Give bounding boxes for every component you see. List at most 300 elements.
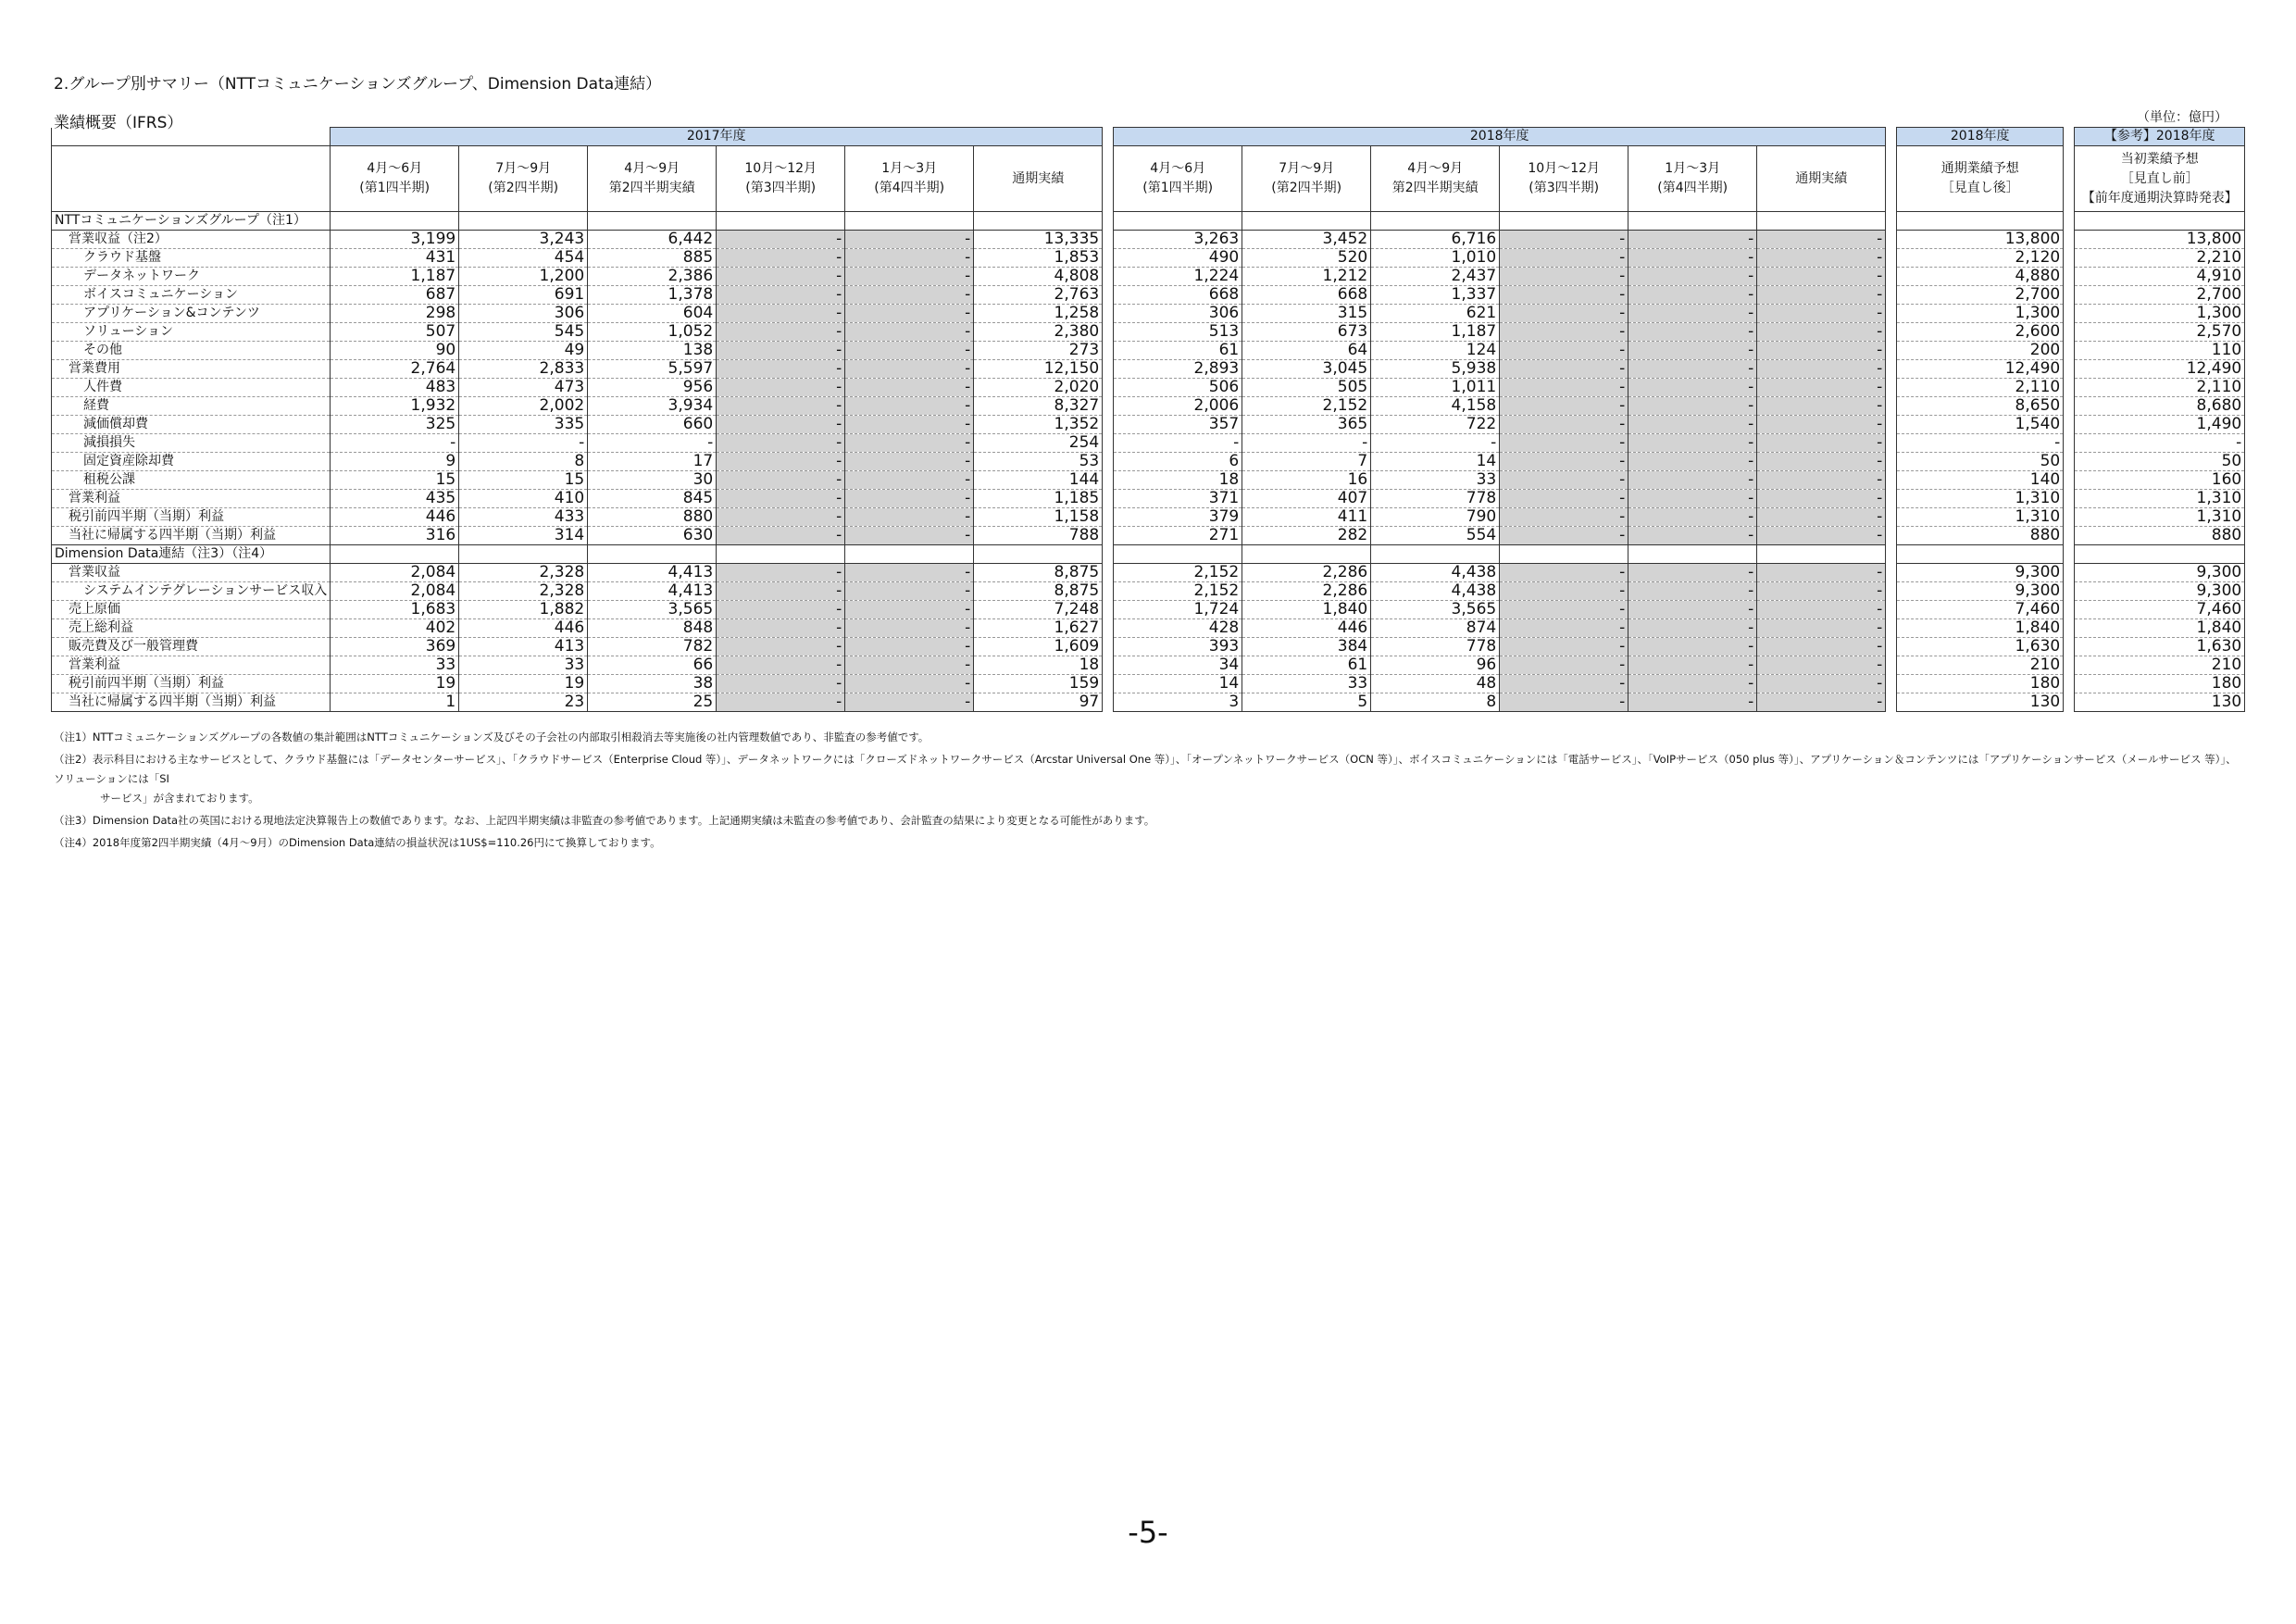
column-gap xyxy=(1886,471,1897,490)
forecast-value: 50 xyxy=(1897,453,2064,471)
value-2018: 505 xyxy=(1242,379,1371,397)
column-header-line: 10月～12月 xyxy=(1528,161,1601,176)
reference-value: 1,300 xyxy=(2075,305,2245,323)
value-2017: 630 xyxy=(588,527,717,545)
column-gap xyxy=(2064,638,2075,656)
value-2018: - xyxy=(1371,434,1500,453)
value-2017: 53 xyxy=(974,453,1103,471)
value-2018: - xyxy=(1628,286,1757,305)
value-2017: 19 xyxy=(459,675,588,693)
value-2018: 3,452 xyxy=(1242,231,1371,249)
column-gap xyxy=(1886,638,1897,656)
section-empty-cell xyxy=(1897,212,2064,231)
section-empty-cell xyxy=(2075,545,2245,564)
column-gap xyxy=(1886,305,1897,323)
column-gap xyxy=(1103,146,1114,212)
value-2017: - xyxy=(717,379,845,397)
value-2018: - xyxy=(1628,601,1757,619)
reference-value: 1,490 xyxy=(2075,416,2245,434)
value-2017: - xyxy=(845,268,974,286)
column-header-line: 第2四半期実績 xyxy=(1391,181,1479,195)
value-2017: - xyxy=(717,527,845,545)
table-row xyxy=(52,305,2245,323)
value-2017: 97 xyxy=(974,693,1103,712)
value-2017: - xyxy=(845,416,974,434)
column-gap xyxy=(1103,249,1114,268)
summary-table xyxy=(51,127,2245,712)
column-header-line: 7月～9月 xyxy=(495,161,552,176)
value-2017: 1,378 xyxy=(588,286,717,305)
forecast-value: 12,490 xyxy=(1897,360,2064,379)
reference-value: 8,680 xyxy=(2075,397,2245,416)
footnote xyxy=(54,811,2239,831)
value-2017: 2,763 xyxy=(974,286,1103,305)
column-gap xyxy=(2064,490,2075,508)
row-label: 売上総利益 xyxy=(52,619,331,638)
column-gap xyxy=(1103,619,1114,638)
value-2018: 2,437 xyxy=(1371,268,1500,286)
column-gap xyxy=(1103,564,1114,582)
value-2017: - xyxy=(845,342,974,360)
value-2017: 435 xyxy=(331,490,459,508)
value-2017: 9 xyxy=(331,453,459,471)
value-2018: 2,893 xyxy=(1114,360,1242,379)
value-2018: 393 xyxy=(1114,638,1242,656)
value-2017: - xyxy=(717,564,845,582)
table-row xyxy=(52,601,2245,619)
value-2017: 885 xyxy=(588,249,717,268)
row-label: 営業費用 xyxy=(52,360,331,379)
column-gap xyxy=(1886,453,1897,471)
column-gap xyxy=(1103,397,1114,416)
column-gap xyxy=(2064,231,2075,249)
value-2018: 446 xyxy=(1242,619,1371,638)
footnote-line: サービス」が含まれております。 xyxy=(100,792,259,805)
value-2018: - xyxy=(1500,342,1628,360)
value-2018: - xyxy=(1500,619,1628,638)
value-2017: 6,442 xyxy=(588,231,717,249)
value-2017: 19 xyxy=(331,675,459,693)
value-2018: 778 xyxy=(1371,490,1500,508)
column-gap xyxy=(1103,527,1114,545)
value-2018: 371 xyxy=(1114,490,1242,508)
row-label: 売上原価 xyxy=(52,601,331,619)
value-2017: 49 xyxy=(459,342,588,360)
value-2017: 66 xyxy=(588,656,717,675)
value-2018: 490 xyxy=(1114,249,1242,268)
value-2018: - xyxy=(1757,249,1886,268)
value-2018: - xyxy=(1500,286,1628,305)
table-row xyxy=(52,249,2245,268)
section-empty-cell xyxy=(974,212,1103,231)
column-gap xyxy=(2064,545,2075,564)
value-2018: - xyxy=(1628,249,1757,268)
value-2018: 315 xyxy=(1242,305,1371,323)
value-2017: 431 xyxy=(331,249,459,268)
column-gap xyxy=(2064,416,2075,434)
column-gap xyxy=(1103,305,1114,323)
value-2018: 3,045 xyxy=(1242,360,1371,379)
value-2017: - xyxy=(845,638,974,656)
value-2018: - xyxy=(1757,305,1886,323)
column-gap xyxy=(1103,379,1114,397)
column-gap xyxy=(2064,379,2075,397)
value-2017: 1,683 xyxy=(331,601,459,619)
value-2017: 159 xyxy=(974,675,1103,693)
value-2017: 30 xyxy=(588,471,717,490)
table-row xyxy=(52,342,2245,360)
value-2017: - xyxy=(717,490,845,508)
value-2018: 1,337 xyxy=(1371,286,1500,305)
forecast-value: 880 xyxy=(1897,527,2064,545)
value-2017: 254 xyxy=(974,434,1103,453)
header-label-cell xyxy=(52,146,331,212)
column-gap xyxy=(1886,379,1897,397)
row-label: 営業利益 xyxy=(52,656,331,675)
column-gap xyxy=(1103,360,1114,379)
table-row xyxy=(52,675,2245,693)
footnote-line: （注3）Dimension Data社の英国における現地法定決算報告上の数値であります。なお、上記四半期実績は非監査の参考値であります。上記通期実績は未監査の参考値であり、会計監査の結果により変更となる可能性があります。 xyxy=(54,814,1155,827)
value-2017: - xyxy=(717,693,845,712)
reference-value: 13,800 xyxy=(2075,231,2245,249)
value-2018: - xyxy=(1628,323,1757,342)
value-2018: 7 xyxy=(1242,453,1371,471)
value-2017: 410 xyxy=(459,490,588,508)
column-header-2017 xyxy=(974,146,1103,212)
value-2017: - xyxy=(845,323,974,342)
row-label: 営業収益 xyxy=(52,564,331,582)
value-2018: - xyxy=(1757,453,1886,471)
value-2017: 25 xyxy=(588,693,717,712)
column-header-2017 xyxy=(588,146,717,212)
value-2018: 379 xyxy=(1114,508,1242,527)
value-2017: 273 xyxy=(974,342,1103,360)
value-2018: 34 xyxy=(1114,656,1242,675)
value-2018: 14 xyxy=(1114,675,1242,693)
value-2017: - xyxy=(845,601,974,619)
reference-value: 2,570 xyxy=(2075,323,2245,342)
table-row xyxy=(52,508,2245,527)
forecast-value: 9,300 xyxy=(1897,582,2064,601)
value-2017: 3,565 xyxy=(588,601,717,619)
value-2017: 306 xyxy=(459,305,588,323)
column-header-line: (第2四半期) xyxy=(1271,181,1342,195)
value-2018: - xyxy=(1757,527,1886,545)
column-header-line: 【前年度通期決算時発表】 xyxy=(2081,190,2238,206)
value-2017: 4,808 xyxy=(974,268,1103,286)
column-gap xyxy=(2064,582,2075,601)
table-row xyxy=(52,397,2245,416)
value-2017: 4,413 xyxy=(588,564,717,582)
unit-label: （単位：億円） xyxy=(2137,110,2227,125)
value-2018: 61 xyxy=(1114,342,1242,360)
value-2017: 1,185 xyxy=(974,490,1103,508)
column-gap xyxy=(1886,416,1897,434)
value-2018: 668 xyxy=(1114,286,1242,305)
column-header-line: 7月～9月 xyxy=(1279,161,1335,176)
column-gap xyxy=(2064,249,2075,268)
row-label: ボイスコミュニケーション xyxy=(52,286,331,305)
value-2017: - xyxy=(717,342,845,360)
value-2018: - xyxy=(1757,508,1886,527)
column-gap xyxy=(2064,212,2075,231)
value-2018: 673 xyxy=(1242,323,1371,342)
section-empty-cell xyxy=(331,545,459,564)
value-2018: 1,224 xyxy=(1114,268,1242,286)
column-header-line: (第4四半期) xyxy=(1657,181,1728,195)
value-2018: - xyxy=(1757,397,1886,416)
value-2017: 2,380 xyxy=(974,323,1103,342)
column-gap xyxy=(1103,471,1114,490)
value-2018: 6,716 xyxy=(1371,231,1500,249)
value-2018: 520 xyxy=(1242,249,1371,268)
section-empty-cell xyxy=(845,545,974,564)
reference-value: 1,840 xyxy=(2075,619,2245,638)
value-2018: 2,286 xyxy=(1242,564,1371,582)
forecast-value: 140 xyxy=(1897,471,2064,490)
row-label: 当社に帰属する四半期（当期）利益 xyxy=(52,693,331,712)
column-gap xyxy=(2064,128,2075,146)
value-2017: 15 xyxy=(459,471,588,490)
row-label: ソリューション xyxy=(52,323,331,342)
column-gap xyxy=(1886,212,1897,231)
forecast-value: 2,110 xyxy=(1897,379,2064,397)
value-2018: 365 xyxy=(1242,416,1371,434)
value-2018: 357 xyxy=(1114,416,1242,434)
value-2018: - xyxy=(1757,360,1886,379)
value-2018: 506 xyxy=(1114,379,1242,397)
value-2017: 402 xyxy=(331,619,459,638)
column-header-line: (第3四半期) xyxy=(1529,181,1600,195)
column-gap xyxy=(1103,545,1114,564)
column-gap xyxy=(1103,490,1114,508)
value-2017: - xyxy=(717,434,845,453)
value-2018: - xyxy=(1500,601,1628,619)
value-2018: 411 xyxy=(1242,508,1371,527)
section-empty-cell xyxy=(1628,212,1757,231)
value-2017: 1,052 xyxy=(588,323,717,342)
column-gap xyxy=(1886,286,1897,305)
value-2017: - xyxy=(717,416,845,434)
value-2017: 38 xyxy=(588,675,717,693)
value-2017: 433 xyxy=(459,508,588,527)
value-2018: - xyxy=(1757,471,1886,490)
row-label: 固定資産除却費 xyxy=(52,453,331,471)
table-row xyxy=(52,323,2245,342)
forecast-value: 8,650 xyxy=(1897,397,2064,416)
value-2017: 33 xyxy=(331,656,459,675)
column-header-2017 xyxy=(331,146,459,212)
value-2017: 13,335 xyxy=(974,231,1103,249)
column-gap xyxy=(2064,323,2075,342)
value-2018: 2,152 xyxy=(1242,397,1371,416)
column-gap xyxy=(1886,545,1897,564)
value-2018: - xyxy=(1114,434,1242,453)
value-2017: - xyxy=(717,231,845,249)
column-gap xyxy=(1103,212,1114,231)
column-gap xyxy=(1103,286,1114,305)
value-2017: - xyxy=(845,453,974,471)
value-2018: - xyxy=(1500,453,1628,471)
value-2018: 61 xyxy=(1242,656,1371,675)
value-2018: - xyxy=(1500,231,1628,249)
section-empty-cell xyxy=(974,545,1103,564)
table-row xyxy=(52,564,2245,582)
column-gap xyxy=(1886,582,1897,601)
reference-value: 160 xyxy=(2075,471,2245,490)
column-header-2018 xyxy=(1114,146,1242,212)
reference-value: 180 xyxy=(2075,675,2245,693)
column-header-line: 4月～9月 xyxy=(1407,161,1464,176)
column-gap xyxy=(1886,360,1897,379)
value-2018: 14 xyxy=(1371,453,1500,471)
forecast-value: 1,310 xyxy=(1897,490,2064,508)
value-2017: - xyxy=(717,508,845,527)
value-2017: - xyxy=(845,379,974,397)
column-gap xyxy=(2064,397,2075,416)
value-2017: 1,627 xyxy=(974,619,1103,638)
footnotes xyxy=(54,728,2239,856)
value-2018: - xyxy=(1500,675,1628,693)
section-empty-cell xyxy=(331,212,459,231)
value-2018: - xyxy=(1757,564,1886,582)
row-label: 減価償却費 xyxy=(52,416,331,434)
column-header-line: 通期実績 xyxy=(1012,170,1065,186)
column-gap xyxy=(1103,693,1114,712)
value-2018: - xyxy=(1500,268,1628,286)
value-2017: 138 xyxy=(588,342,717,360)
reference-value: 50 xyxy=(2075,453,2245,471)
value-2017: - xyxy=(588,434,717,453)
row-label: クラウド基盤 xyxy=(52,249,331,268)
value-2017: 1,609 xyxy=(974,638,1103,656)
value-2017: 23 xyxy=(459,693,588,712)
table-subtitle: 業績概要（IFRS） xyxy=(54,114,183,132)
value-2017: - xyxy=(717,305,845,323)
footnote xyxy=(54,833,2239,853)
value-2017: - xyxy=(845,434,974,453)
value-2018: 778 xyxy=(1371,638,1500,656)
value-2018: 790 xyxy=(1371,508,1500,527)
column-header-line: (第4四半期) xyxy=(874,181,945,195)
value-2017: - xyxy=(845,527,974,545)
value-2017: - xyxy=(845,490,974,508)
value-2017: - xyxy=(717,656,845,675)
value-2018: - xyxy=(1500,638,1628,656)
table-row xyxy=(52,471,2245,490)
table-row xyxy=(52,453,2245,471)
value-2018: - xyxy=(1628,268,1757,286)
column-gap xyxy=(1886,231,1897,249)
column-gap xyxy=(2064,305,2075,323)
value-2017: 788 xyxy=(974,527,1103,545)
section-empty-cell xyxy=(1757,545,1886,564)
column-header-2017 xyxy=(845,146,974,212)
section-empty-cell xyxy=(1242,212,1371,231)
section-empty-cell xyxy=(1500,212,1628,231)
value-2017: - xyxy=(717,675,845,693)
value-2017: 473 xyxy=(459,379,588,397)
value-2018: 3 xyxy=(1114,693,1242,712)
value-2018: - xyxy=(1628,453,1757,471)
value-2017: 454 xyxy=(459,249,588,268)
value-2018: 3,565 xyxy=(1371,601,1500,619)
reference-value: 4,910 xyxy=(2075,268,2245,286)
reference-value: 880 xyxy=(2075,527,2245,545)
column-gap xyxy=(1103,434,1114,453)
value-2017: 325 xyxy=(331,416,459,434)
forecast-value: 7,460 xyxy=(1897,601,2064,619)
footnote-line: （注4）2018年度第2四半期実績（4月～9月）のDimension Data連結の損益状況は1US$=110.26円にて換算しております。 xyxy=(54,836,661,849)
section-title: NTTコミュニケーションズグループ（注1） xyxy=(52,212,331,231)
column-gap xyxy=(1886,527,1897,545)
column-gap xyxy=(1103,601,1114,619)
value-2017: - xyxy=(845,397,974,416)
value-2017: 880 xyxy=(588,508,717,527)
column-gap xyxy=(2064,619,2075,638)
column-gap xyxy=(1886,601,1897,619)
column-gap xyxy=(1886,619,1897,638)
value-2018: - xyxy=(1628,582,1757,601)
value-2018: - xyxy=(1500,490,1628,508)
value-2018: - xyxy=(1628,416,1757,434)
column-gap xyxy=(1103,675,1114,693)
value-2017: 660 xyxy=(588,416,717,434)
reference-value: 2,210 xyxy=(2075,249,2245,268)
value-2018: - xyxy=(1757,656,1886,675)
value-2017: - xyxy=(717,268,845,286)
reference-column-header xyxy=(2075,146,2245,212)
forecast-value: 1,540 xyxy=(1897,416,2064,434)
value-2018: - xyxy=(1628,490,1757,508)
column-gap xyxy=(2064,342,2075,360)
value-2018: 1,840 xyxy=(1242,601,1371,619)
column-gap xyxy=(1886,490,1897,508)
value-2017: 604 xyxy=(588,305,717,323)
value-2018: 1,187 xyxy=(1371,323,1500,342)
value-2018: - xyxy=(1757,268,1886,286)
value-2017: 691 xyxy=(459,286,588,305)
value-2018: - xyxy=(1500,434,1628,453)
value-2017: - xyxy=(845,582,974,601)
column-header-2017 xyxy=(459,146,588,212)
section-empty-cell xyxy=(1628,545,1757,564)
value-2018: - xyxy=(1757,286,1886,305)
row-label: 当社に帰属する四半期（当期）利益 xyxy=(52,527,331,545)
value-2017: 12,150 xyxy=(974,360,1103,379)
table-row xyxy=(52,379,2245,397)
year-2018-header: 2018年度 xyxy=(1114,128,1886,146)
value-2017: 15 xyxy=(331,471,459,490)
value-2017: 369 xyxy=(331,638,459,656)
reference-value: 2,110 xyxy=(2075,379,2245,397)
forecast-value: - xyxy=(1897,434,2064,453)
value-2017: 782 xyxy=(588,638,717,656)
column-header-line: (第1四半期) xyxy=(1142,181,1214,195)
forecast-value: 200 xyxy=(1897,342,2064,360)
value-2017: - xyxy=(845,360,974,379)
column-gap xyxy=(2064,508,2075,527)
row-label: システムインテグレーションサービス収入 xyxy=(52,582,331,601)
value-2017: - xyxy=(717,360,845,379)
forecast-value: 1,630 xyxy=(1897,638,2064,656)
section-empty-cell xyxy=(845,212,974,231)
value-2017: - xyxy=(845,656,974,675)
row-label: 税引前四半期（当期）利益 xyxy=(52,508,331,527)
value-2018: - xyxy=(1757,675,1886,693)
row-label: 経費 xyxy=(52,397,331,416)
column-header-2018 xyxy=(1757,146,1886,212)
